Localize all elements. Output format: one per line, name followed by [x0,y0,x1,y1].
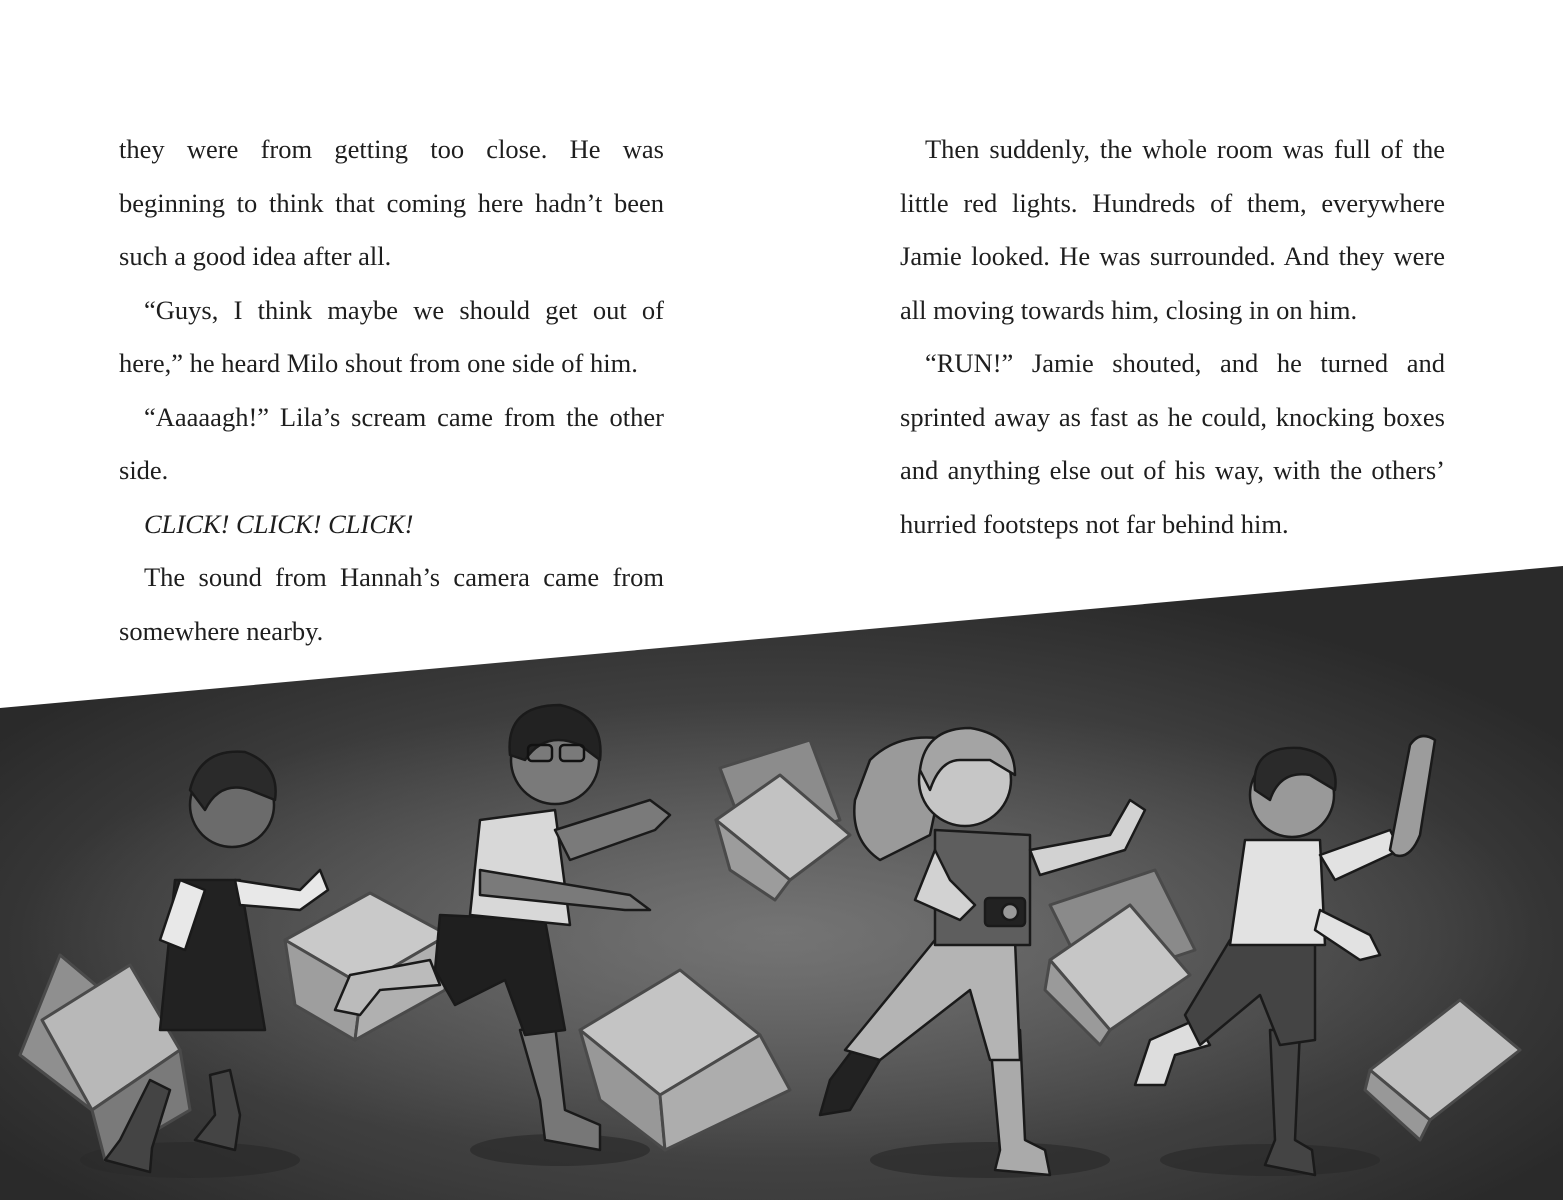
paragraph: “RUN!” Jamie shouted, and he turned and sprinted away as fast as he could, knocking boxes and anything else out of his way, with the others’ hurried footsteps not far behind him. [900,348,1445,539]
paragraph-sound-effect: CLICK! CLICK! CLICK! [144,508,414,539]
paragraph: The sound from Hannah’s camera came from somewhere nearby. [119,562,664,646]
paragraph: they were from getting too close. He was beginning to think that coming here hadn’t been such a good idea after all. [119,134,664,271]
paragraph: Then suddenly, the whole room was full of the little red lights. Hundreds of them, everywhere Jamie looked. He was surrounded. And they were all moving towards him, closing in on him. [900,134,1445,325]
paragraph: “Aaaaagh!” Lila’s scream came from the other side. [119,401,664,485]
paragraph: “Guys, I think maybe we should get out of here,” he heard Milo shout from one side of him. [119,294,664,378]
